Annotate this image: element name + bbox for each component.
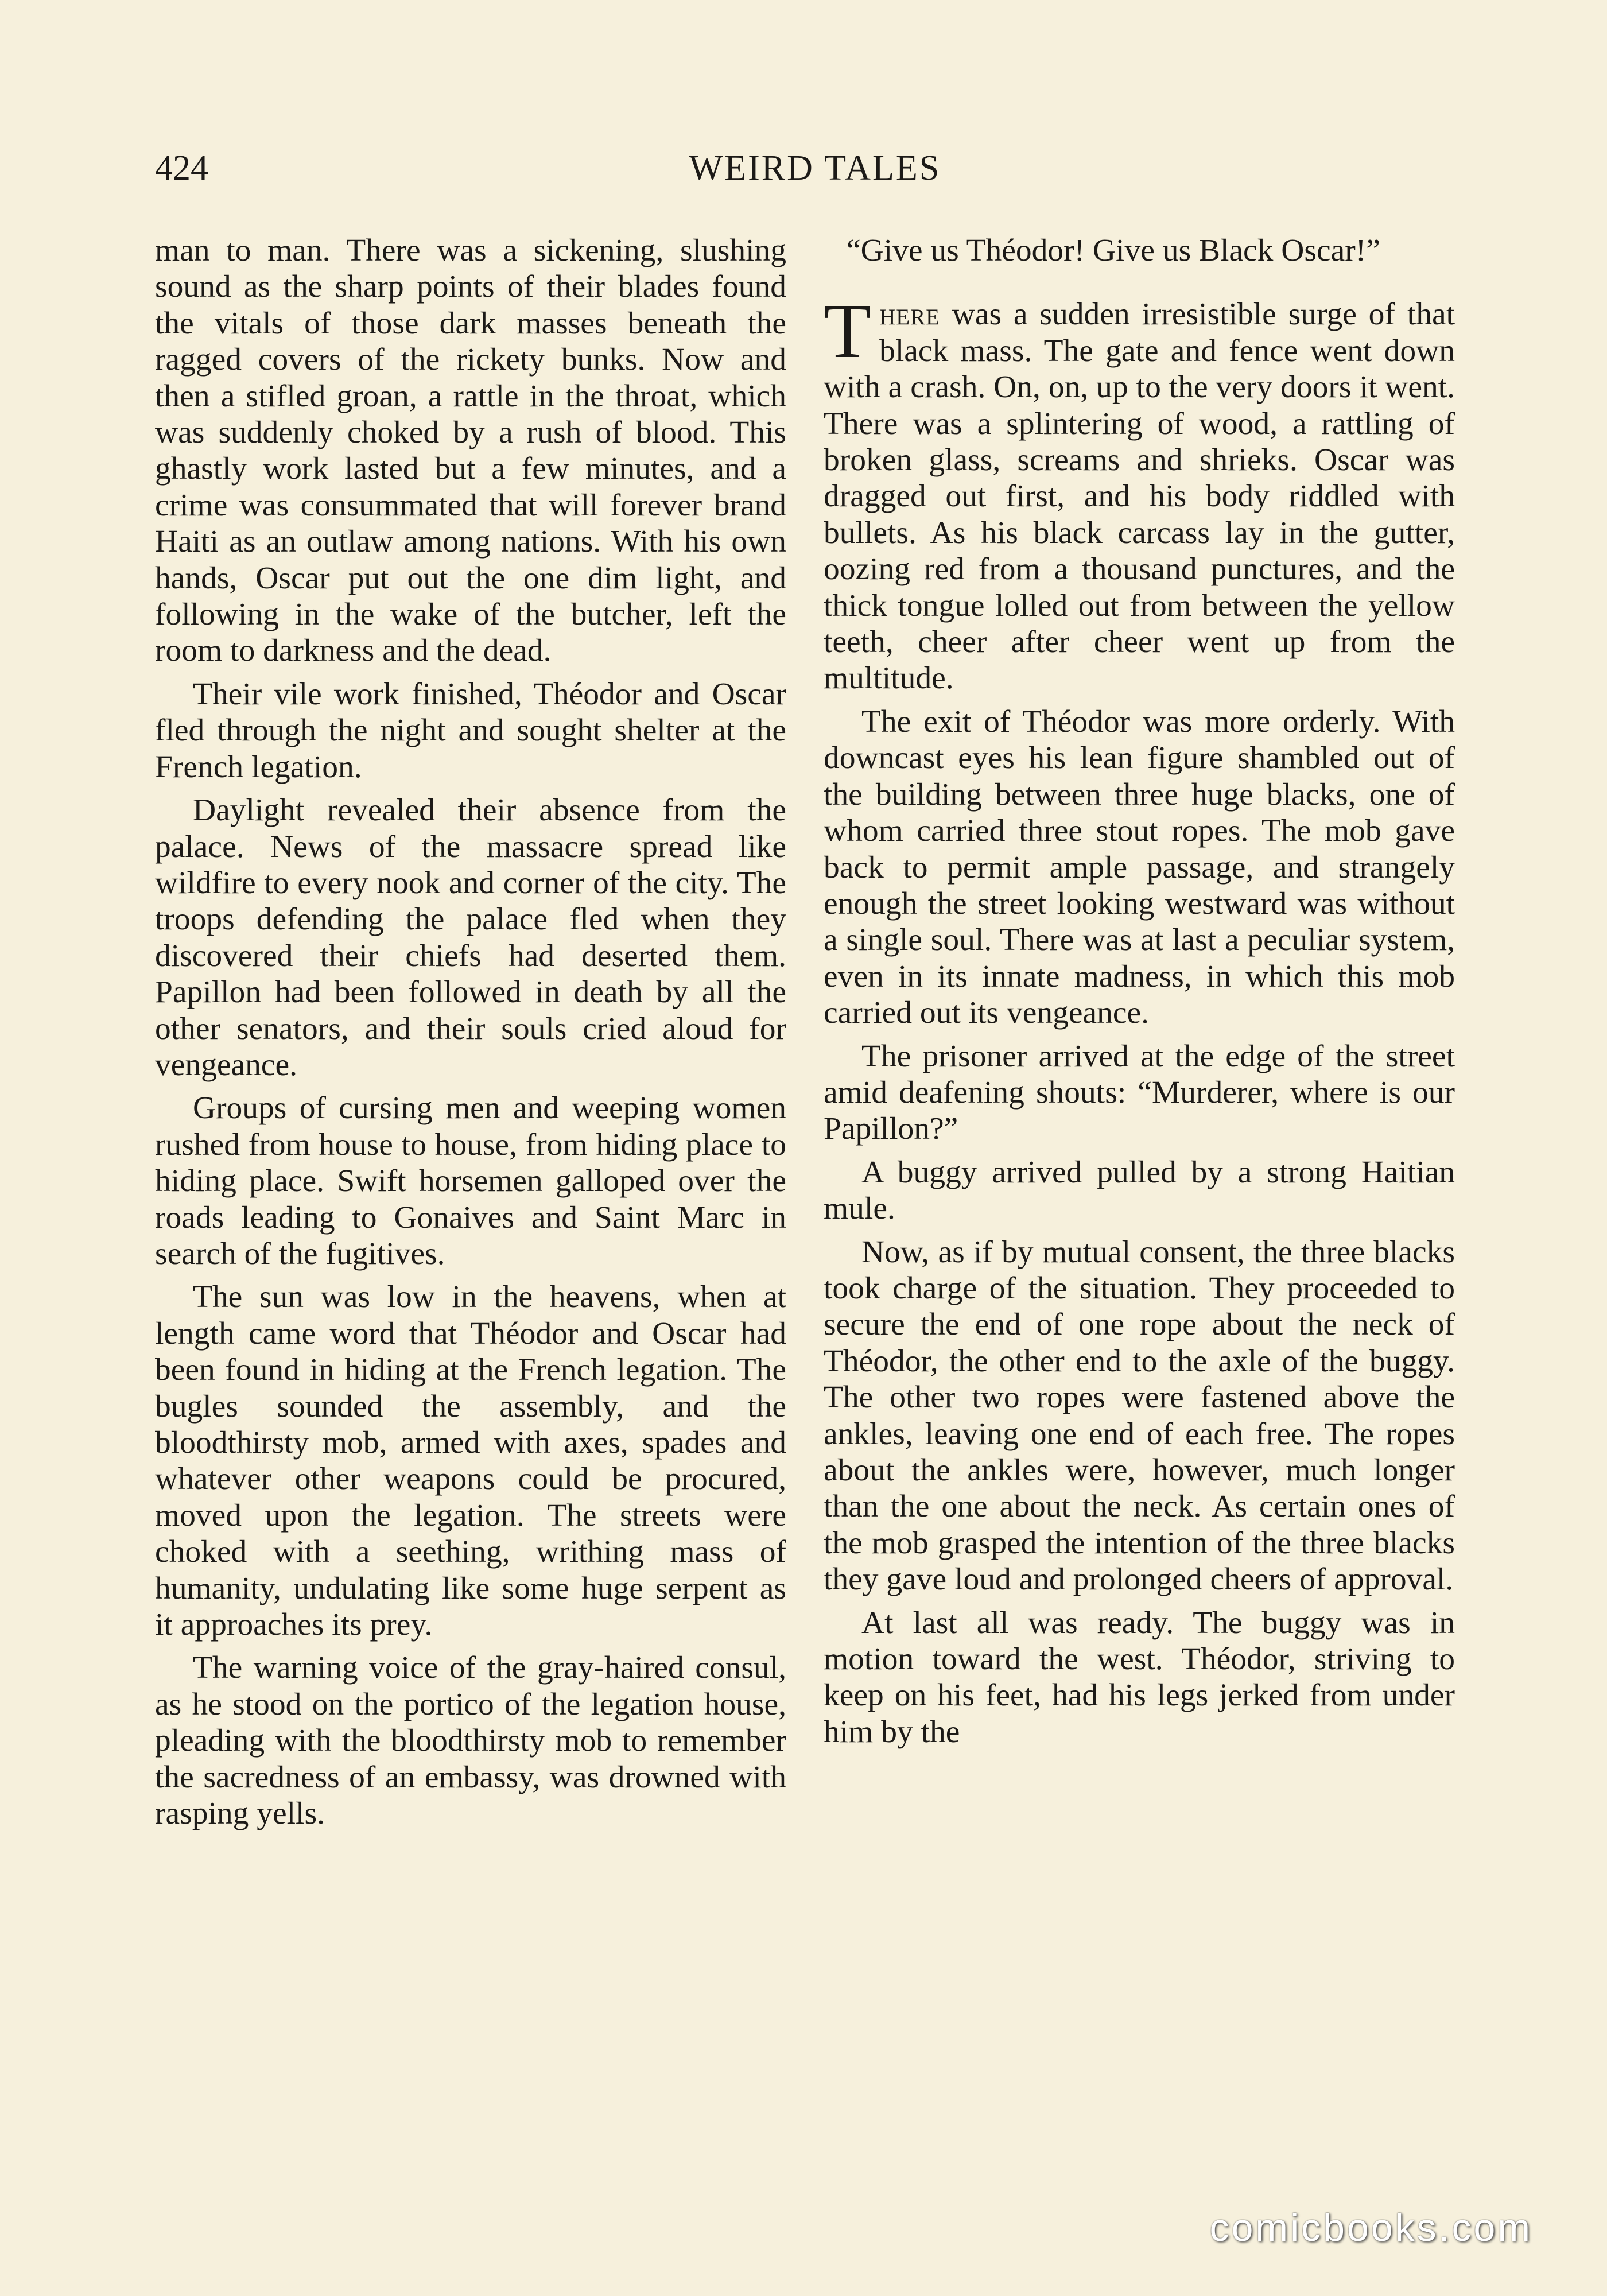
- right-column: [824, 232, 1455, 1757]
- dropcap-paragraph: [824, 288, 1455, 696]
- drop-cap-rest: was a sudden irresistible surge of that black mass. The gate and fence went down with a crash. On, on, up to the very doors it went. There was a splintering of wood, a rattling of broken glass, screams and shrieks. Oscar was dragged out first, and his body riddled with bullets. As his black carcass lay in the gutter, oozing red from a thousand punctures, and the thick tongue lolled out from between the yellow teeth, cheer after cheer went up from the multitude.: [824, 297, 1455, 696]
- drop-cap-smallcaps: here: [879, 297, 940, 332]
- running-title: WEIRD TALES: [689, 149, 941, 188]
- paragraph: The warning voice of the gray-haired consul, as he stood on the portico of the legation house, pleading with the bloodthirsty mob to remember the sacredness of an embassy, was drowned with rasping yells.: [155, 1650, 786, 1832]
- paragraph: At last all was ready. The buggy was in motion toward the west. Théodor, striving to keep on his feet, had his legs jerked from under him by the: [824, 1605, 1455, 1750]
- drop-cap: T: [824, 288, 872, 375]
- paragraph: Their vile work finished, Théodor and Oscar fled through the night and sought shelter at the French legation.: [155, 676, 786, 785]
- quote-paragraph: “Give us Théodor! Give us Black Oscar!”: [847, 233, 1380, 268]
- page-header: [155, 142, 1475, 194]
- left-column: [155, 232, 786, 1839]
- paragraph: A buggy arrived pulled by a strong Haitian mule.: [824, 1154, 1455, 1227]
- paragraph: Daylight revealed their absence from the palace. News of the massacre spread like wildfire to every nook and corner of the city. The troops defending the palace fled when they discovered their chiefs had deserted them. Papillon had been followed in death by all the other senators, and their souls cried aloud for vengeance.: [155, 793, 786, 1083]
- paragraph: Now, as if by mutual consent, the three blacks took charge of the situation. They proceeded to secure the end of one rope about the neck of Théodor, the other end to the axle of the buggy. The other two ropes were fastened above the ankles, leaving one end of each free. The ropes about the ankles were, however, much longer than the one about the neck. As certain ones of the mob grasped the intention of the three blacks they gave loud and prolonged cheers of approval.: [824, 1234, 1455, 1597]
- paragraph: The sun was low in the heavens, when at length came word that Théodor and Oscar had been found in hiding at the French legation. The bugles sounded the assembly, and the bloodthirsty mob, armed with axes, spades and whatever other weapons could be procured, moved upon the legation. The streets were choked with a seething, writhing mass of humanity, undulating like some huge serpent as it approaches its prey.: [155, 1279, 786, 1643]
- paragraph: The prisoner arrived at the edge of the street amid deafening shouts: “Murderer, where is our Papillon?”: [824, 1038, 1455, 1147]
- paragraph: The exit of Théodor was more orderly. With downcast eyes his lean figure shambled out of the building between three huge blacks, one of whom carried three stout ropes. The mob gave back to permit ample passage, and strangely enough the street looking westward was without a single soul. There was at last a peculiar system, even in its innate madness, in which this mob carried out its vengeance.: [824, 704, 1455, 1031]
- paragraph: man to man. There was a sickening, slushing sound as the sharp points of their blades found the vitals of those dark masses beneath the ragged covers of the rickety bunks. Now and then a stifled groan, a rattle in the throat, which was suddenly choked by a rush of blood. This ghastly work lasted but a few minutes, and a crime was consummated that will forever brand Haiti as an outlaw among nations. With his own hands, Oscar put out the one dim light, and following in the wake of the butcher, left the room to darkness and the dead.: [155, 233, 786, 669]
- paragraph: Groups of cursing men and weeping women rushed from house to house, from hiding place to hiding place. Swift horsemen galloped over the roads leading to Gonaives and Saint Marc in search of the fugitives.: [155, 1091, 786, 1271]
- page-number: 424: [155, 149, 208, 188]
- watermark: comicbooks.com: [1209, 2206, 1532, 2250]
